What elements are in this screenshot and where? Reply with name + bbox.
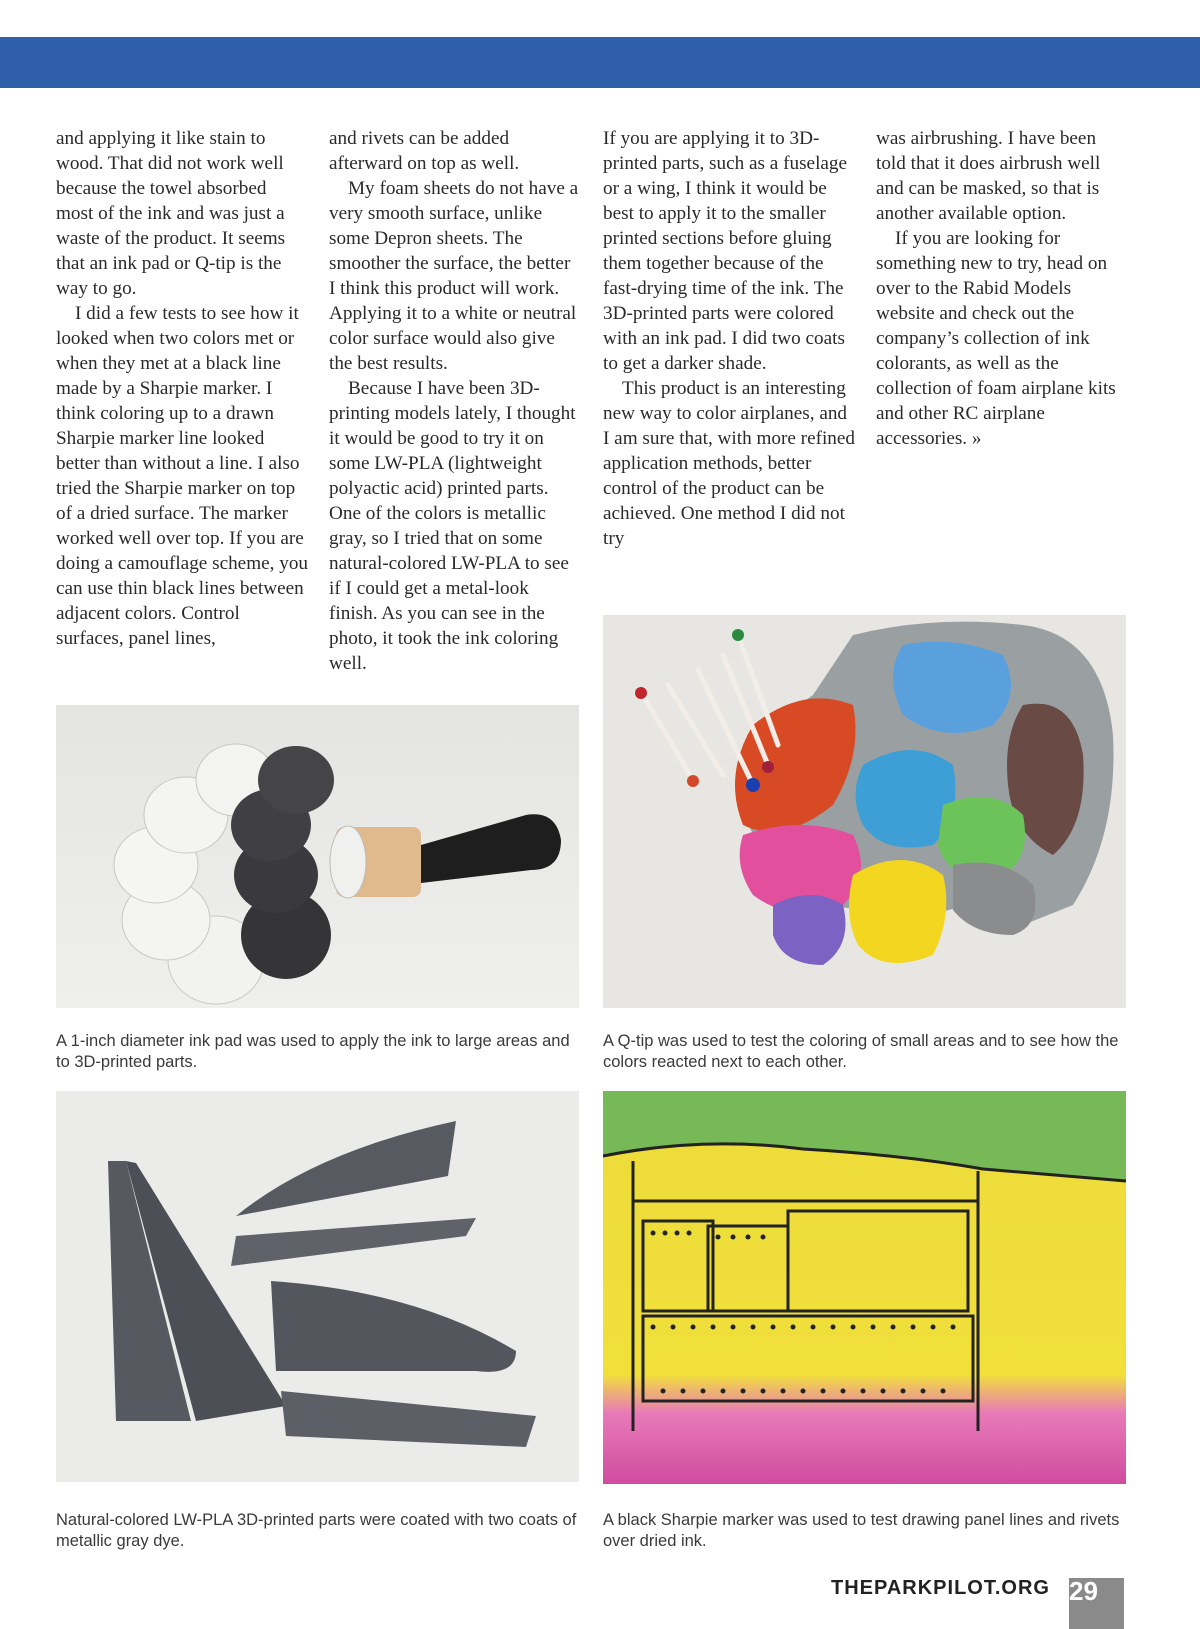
paragraph: I did a few tests to see how it looked when two colors met or when they met at a black line made by a Sharpie marker. I think coloring up to a drawn Sharpie marker line looked better than without a line. I also tried the Sharpie marker on top of a dried surface. The marker worked well over top. If you are doing a camouflage scheme, you can use thin black lines between adjacent colors. Control surfaces, panel lines,	[56, 303, 309, 649]
sharpie-caption: A black Sharpie marker was used to test drawing panel lines and rivets over dried ink.	[603, 1511, 1120, 1550]
ink-pad-caption: A 1-inch diameter ink pad was used to apply the ink to large areas and to 3D-printed parts.	[56, 1032, 570, 1071]
qtip-color-test-photo	[603, 615, 1126, 1008]
paragraph: and rivets can be added afterward on top as well.	[329, 128, 520, 174]
paragraph: This product is an interesting new way to color airplanes, and I am sure that, with more refined application methods, better control of the product can be achieved. One method I did not try	[603, 378, 856, 549]
page-number: 29	[1069, 1576, 1098, 1606]
paragraph: was airbrushing. I have been told that it does airbrush well and can be masked, so that is another available option.	[876, 128, 1101, 224]
footer-website: THEPARKPILOT.ORG	[831, 1577, 1050, 1599]
paragraph: and applying it like stain to wood. That did not work well because the towel absorbed most of the ink and was just a waste of the product. It seems that an ink pad or Q-tip is the way to go.	[56, 128, 286, 299]
ink-pad-photo	[56, 705, 579, 1008]
paragraph: If you are applying it to 3D-printed parts, such as a fuselage or a wing, I think it would be best to apply it to the smaller printed sections before gluing them together because of the fast-drying time of the ink. The 3D-printed parts were colored with an ink pad. I did two coats to get a darker shade.	[603, 128, 848, 374]
article-column-1	[56, 126, 308, 651]
sharpie-panel-lines-photo	[603, 1091, 1126, 1484]
lwpla-parts-photo	[56, 1091, 579, 1482]
lwpla-caption: Natural-colored LW-PLA 3D-printed parts were coated with two coats of metallic gray dye.	[56, 1511, 577, 1550]
paragraph: If you are looking for something new to try, head on over to the Rabid Models website and check out the company’s collection of ink colorants, as well as the collection of foam airplane kits and other RC airplane accessories. »	[876, 228, 1116, 449]
article-column-2	[329, 126, 581, 676]
header-color-bar	[0, 37, 1200, 88]
paragraph: Because I have been 3D-printing models lately, I thought it would be good to try it on some LW-PLA (lightweight polyactic acid) printed parts. One of the colors is metallic gray, so I tried that on some natural-colored LW-PLA to see if I could get a metal-look finish. As you can see in the photo, it took the ink coloring well.	[329, 378, 576, 674]
qtip-caption: A Q-tip was used to test the coloring of small areas and to see how the colors reacted next to each other.	[603, 1032, 1119, 1071]
article-column-4	[876, 126, 1128, 451]
article-column-3	[603, 126, 855, 551]
paragraph: My foam sheets do not have a very smooth surface, unlike some Depron sheets. The smoother the surface, the better I think this product will work. Applying it to a white or neutral color surface would also give the best results.	[329, 178, 579, 374]
